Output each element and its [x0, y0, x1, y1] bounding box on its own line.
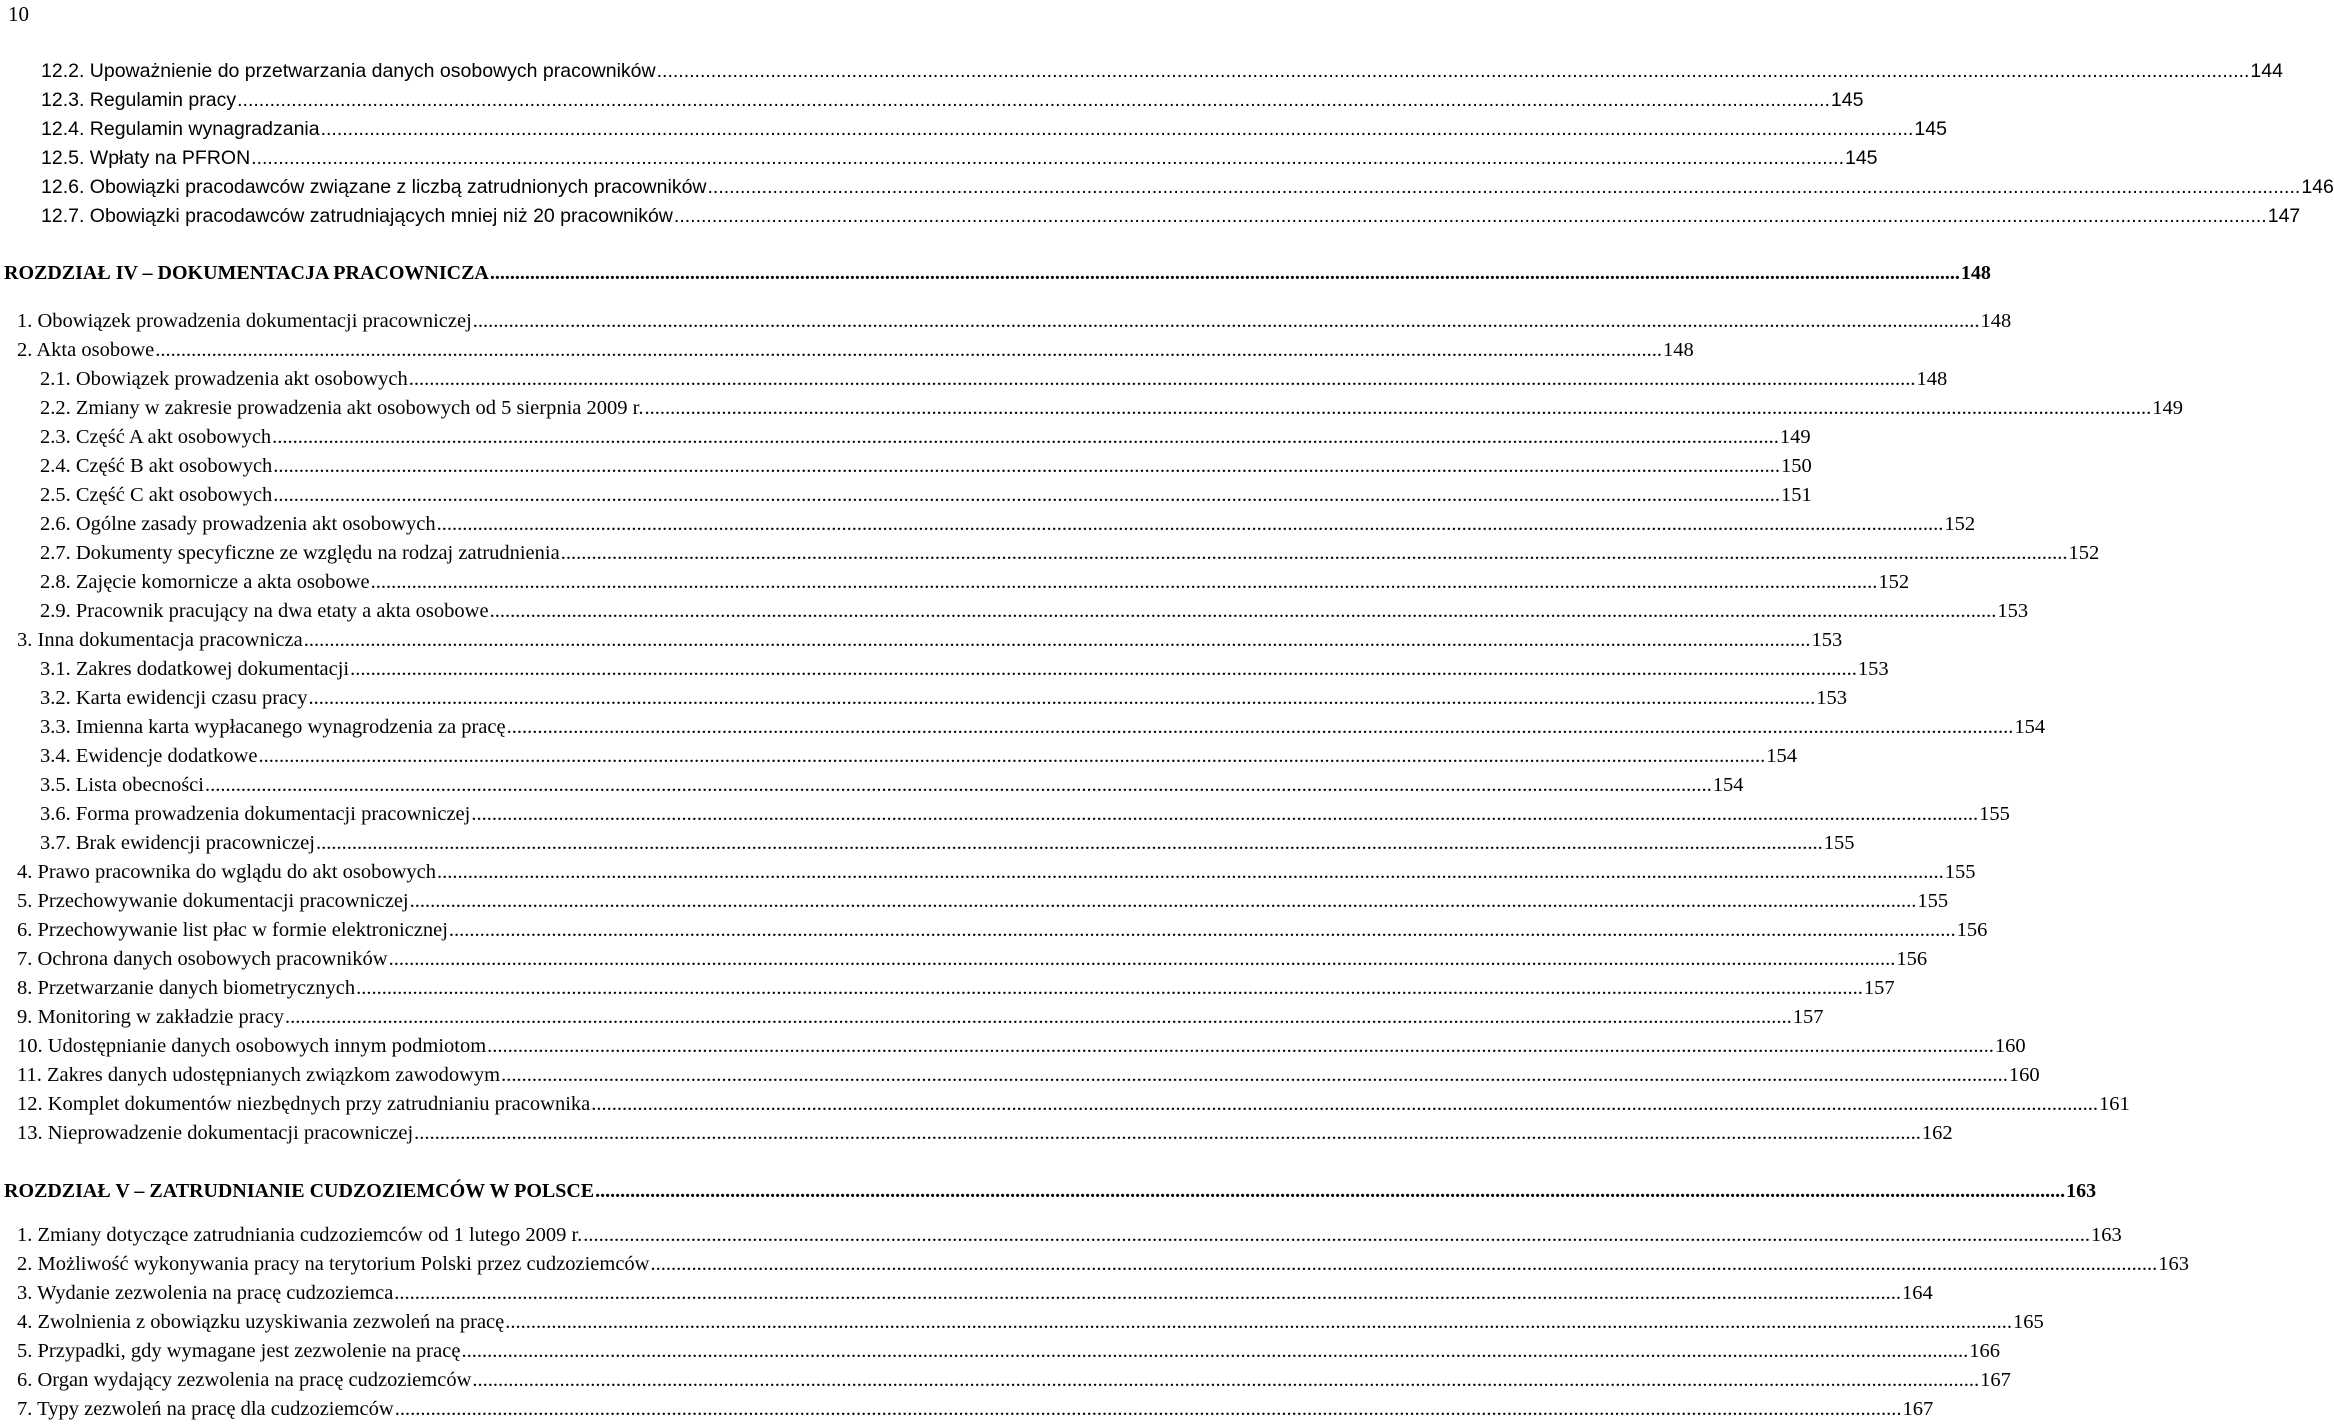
dot-leader [473, 308, 1980, 334]
toc-entry-page-number: 166 [1969, 1340, 2000, 1362]
dot-leader [272, 424, 1779, 450]
toc-entry-page-number: 149 [1779, 426, 1811, 448]
toc-entry-page-number: 160 [1994, 1035, 2026, 1057]
toc-entry-title: 3.2. Karta ewidencji czasu pracy [40, 687, 308, 709]
toc-entry[interactable] [0, 308, 2012, 334]
toc-entry-title: 3.7. Brak ewidencji pracowniczej [40, 832, 315, 854]
toc-entry[interactable] [0, 395, 2183, 421]
toc-entry-title: 3.6. Forma prowadzenia dokumentacji pracowniczej [40, 803, 471, 825]
toc-entry-page-number: 148 [1662, 339, 1694, 361]
toc-entry-title: ROZDZIAŁ V – ZATRUDNIANIE CUDZOZIEMCÓW W POLSCE [4, 1180, 595, 1202]
toc-entry[interactable] [0, 888, 1949, 914]
toc-entry[interactable] [0, 1033, 2026, 1059]
toc-entry-title: 12.6. Obowiązki pracodawców związane z liczbą zatrudnionych pracowników [41, 176, 707, 198]
dot-leader [490, 260, 1960, 286]
toc-entry-page-number: 155 [1823, 832, 1855, 854]
toc-entry-page-number: 163 [2158, 1253, 2189, 1275]
toc-entry[interactable] [0, 627, 1843, 653]
toc-entry-page-number: 154 [1712, 774, 1744, 796]
toc-entry-title: 6. Organ wydający zezwolenia na pracę cudzoziemców [17, 1369, 472, 1391]
toc-entry-title: 3. Inna dokumentacja pracownicza [17, 629, 303, 651]
toc-entry[interactable] [0, 145, 1878, 171]
dot-leader [309, 685, 1816, 711]
toc-entry-page-number: 146 [2301, 176, 2334, 198]
toc-entry-page-number: 153 [1816, 687, 1848, 709]
toc-entry[interactable] [0, 714, 2046, 740]
toc-entry-page-number: 161 [2099, 1093, 2130, 1115]
toc-entry[interactable] [0, 1062, 2040, 1088]
toc-chapter-heading[interactable] [0, 260, 1991, 286]
toc-entry-page-number: 144 [2250, 60, 2283, 82]
dot-leader [395, 1396, 1902, 1422]
dot-leader [708, 174, 2301, 200]
toc-entry-title: 12.5. Wpłaty na PFRON [41, 147, 251, 169]
toc-entry-title: 11. Zakres danych udostępnianych związkom zawodowym [17, 1064, 501, 1086]
dot-leader [449, 917, 1956, 943]
toc-entry-page-number: 163 [2066, 1180, 2097, 1202]
toc-entry-page-number: 155 [1979, 803, 2010, 825]
toc-entry-title: 2.6. Ogólne zasady prowadzenia akt osobowych [40, 513, 436, 535]
toc-entry[interactable] [0, 540, 2100, 566]
toc-entry-page-number: 153 [1857, 658, 1889, 680]
dot-leader [650, 1251, 2157, 1277]
dot-leader [205, 772, 1712, 798]
toc-entry[interactable] [0, 511, 1976, 537]
dot-leader [389, 946, 1896, 972]
dot-leader [350, 656, 1857, 682]
toc-entry[interactable] [0, 482, 1812, 508]
toc-entry-title: 2.4. Część B akt osobowych [40, 455, 273, 477]
toc-entry[interactable] [0, 656, 1889, 682]
dot-leader [273, 482, 1780, 508]
toc-entry[interactable] [0, 1309, 2044, 1335]
toc-entry-title: 12.3. Regulamin pracy [41, 89, 237, 111]
dot-leader [657, 58, 2250, 84]
toc-entry-title: 3.1. Zakres dodatkowej dokumentacji [40, 658, 350, 680]
toc-entry[interactable] [0, 366, 1948, 392]
toc-entry-title: 2. Możliwość wykonywania pracy na terytorium Polski przez cudzoziemców [17, 1253, 650, 1275]
toc-entry-page-number: 153 [1997, 600, 2029, 622]
toc-entry-page-number: 149 [2152, 397, 2183, 419]
dot-leader [461, 1338, 1968, 1364]
toc-entry-page-number: 148 [1960, 262, 1991, 284]
dot-leader [414, 1120, 1921, 1146]
toc-entry-title: 12.7. Obowiązki pracodawców zatrudniających mniej niż 20 pracowników [41, 205, 673, 227]
toc-entry-page-number: 167 [1980, 1369, 2011, 1391]
toc-entry-page-number: 148 [1916, 368, 1948, 390]
toc-entry[interactable] [0, 569, 1910, 595]
toc-entry-page-number: 152 [2068, 542, 2100, 564]
toc-entry[interactable] [0, 453, 1812, 479]
toc-entry-title: 1. Zmiany dotyczące zatrudniania cudzoziemców od 1 lutego 2009 r. [17, 1224, 583, 1246]
dot-leader [674, 203, 2267, 229]
toc-entry-title: 12.2. Upoważnienie do przetwarzania danych osobowych pracowników [41, 60, 656, 82]
dot-leader [237, 87, 1830, 113]
dot-leader [471, 801, 1978, 827]
toc-entry-title: 12. Komplet dokumentów niezbędnych przy zatrudnianiu pracownika [17, 1093, 591, 1115]
dot-leader [591, 1091, 2098, 1117]
toc-entry-page-number: 152 [1944, 513, 1976, 535]
toc-entry[interactable] [0, 1367, 2011, 1393]
toc-entry[interactable] [0, 1338, 2000, 1364]
page-number: 10 [8, 2, 29, 26]
toc-entry-page-number: 157 [1792, 1006, 1824, 1028]
toc-entry-title: 10. Udostępnianie danych osobowych innym podmiotom [17, 1035, 487, 1057]
toc-entry-page-number: 157 [1863, 977, 1895, 999]
toc-entry[interactable] [0, 1091, 2130, 1117]
toc-entry-page-number: 155 [1917, 890, 1949, 912]
toc-entry[interactable] [0, 87, 1864, 113]
toc-entry-title: 2.1. Obowiązek prowadzenia akt osobowych [40, 368, 408, 390]
toc-entry-page-number: 147 [2267, 205, 2301, 227]
toc-entry-title: 4. Prawo pracownika do wglądu do akt osobowych [17, 861, 437, 883]
toc-entry-page-number: 165 [2013, 1311, 2044, 1333]
toc-entry-page-number: 160 [2008, 1064, 2040, 1086]
toc-entry-page-number: 156 [1956, 919, 1988, 941]
dot-leader [155, 337, 1662, 363]
toc-entry-page-number: 145 [1914, 118, 1947, 140]
toc-entry-title: 3. Wydanie zezwolenia na pracę cudzoziemca [17, 1282, 394, 1304]
toc-entry[interactable] [0, 859, 1976, 885]
dot-leader [437, 511, 1944, 537]
toc-entry-title: 6. Przechowywanie list płac w formie elektronicznej [17, 919, 448, 941]
dot-leader [321, 116, 1914, 142]
toc-chapter-heading[interactable] [0, 1178, 2097, 1204]
toc-entry[interactable] [0, 1004, 1824, 1030]
dot-leader [371, 569, 1878, 595]
dot-leader [285, 1004, 1792, 1030]
dot-leader [561, 540, 2068, 566]
dot-leader [644, 395, 2151, 421]
toc-entry-title: 5. Przypadki, gdy wymagane jest zezwolenie na pracę [17, 1340, 461, 1362]
toc-entry[interactable] [0, 598, 2029, 624]
toc-entry[interactable] [0, 58, 2283, 84]
dot-leader [410, 888, 1917, 914]
toc-entry-title: 2. Akta osobowe [17, 339, 155, 361]
toc-entry[interactable] [0, 1251, 2189, 1277]
dot-leader [507, 714, 2014, 740]
toc-entry-title: 8. Przetwarzanie danych biometrycznych [17, 977, 356, 999]
toc-entry-title: 2.2. Zmiany w zakresie prowadzenia akt osobowych od 5 sierpnia 2009 r. [40, 397, 644, 419]
toc-entry-title: 9. Monitoring w zakładzie pracy [17, 1006, 284, 1028]
toc-entry-title: 2.8. Zajęcie komornicze a akta osobowe [40, 571, 370, 593]
toc-entry-page-number: 154 [2014, 716, 2046, 738]
toc-entry[interactable] [0, 174, 2334, 200]
toc-entry-page-number: 152 [1878, 571, 1910, 593]
toc-entry[interactable] [0, 801, 2010, 827]
toc-entry-title: 4. Zwolnienia z obowiązku uzyskiwania zezwoleń na pracę [17, 1311, 505, 1333]
toc-entry-title: 3.4. Ewidencje dodatkowe [40, 745, 258, 767]
dot-leader [437, 859, 1944, 885]
dot-leader [316, 830, 1823, 856]
toc-entry-title: 5. Przechowywanie dokumentacji pracowniczej [17, 890, 409, 912]
toc-entry-title: 1. Obowiązek prowadzenia dokumentacji pracowniczej [17, 310, 472, 332]
dot-leader [356, 975, 1863, 1001]
toc-entry-page-number: 145 [1844, 147, 1878, 169]
dot-leader [394, 1280, 1901, 1306]
toc-entry[interactable] [0, 917, 1988, 943]
dot-leader [595, 1178, 2065, 1204]
toc-entry[interactable] [0, 337, 1694, 363]
toc-entry[interactable] [0, 743, 1797, 769]
toc-entry-page-number: 148 [1980, 310, 2012, 332]
toc-entry-title: 3.3. Imienna karta wypłacanego wynagrodzenia za pracę [40, 716, 506, 738]
dot-leader [409, 366, 1916, 392]
toc-entry[interactable] [0, 946, 1928, 972]
toc-entry-page-number: 164 [1902, 1282, 1933, 1304]
toc-entry-page-number: 156 [1896, 948, 1928, 970]
toc-entry[interactable] [0, 685, 1848, 711]
dot-leader [251, 145, 1844, 171]
toc-entry-title: 13. Nieprowadzenie dokumentacji pracowniczej [17, 1122, 414, 1144]
toc-entry[interactable] [0, 116, 1947, 142]
dot-leader [304, 627, 1811, 653]
toc-entry[interactable] [0, 1222, 2122, 1248]
toc-entry-page-number: 162 [1921, 1122, 1953, 1144]
toc-entry[interactable] [0, 203, 2301, 229]
toc-entry-title: ROZDZIAŁ IV – DOKUMENTACJA PRACOWNICZA [4, 262, 489, 284]
toc-entry-title: 2.5. Część C akt osobowych [40, 484, 273, 506]
toc-entry-title: 7. Typy zezwoleń na pracę dla cudzoziemców [17, 1398, 394, 1420]
toc-entry[interactable] [0, 830, 1855, 856]
toc-entry-title: 7. Ochrona danych osobowych pracowników [17, 948, 388, 970]
toc-entry[interactable] [0, 1120, 1953, 1146]
dot-leader [583, 1222, 2090, 1248]
toc-entry-page-number: 167 [1902, 1398, 1934, 1420]
toc-entry[interactable] [0, 975, 1895, 1001]
dot-leader [487, 1033, 1994, 1059]
dot-leader [490, 598, 1997, 624]
toc-entry-title: 12.4. Regulamin wynagradzania [41, 118, 320, 140]
toc-entry-page-number: 163 [2091, 1224, 2122, 1246]
toc-entry-page-number: 151 [1781, 484, 1812, 506]
dot-leader [472, 1367, 1979, 1393]
toc-entry[interactable] [0, 1396, 1934, 1422]
toc-entry-title: 3.5. Lista obecności [40, 774, 204, 796]
toc-entry[interactable] [0, 424, 1811, 450]
toc-entry-page-number: 155 [1944, 861, 1976, 883]
toc-entry-page-number: 153 [1811, 629, 1843, 651]
toc-entry-page-number: 150 [1781, 455, 1812, 477]
toc-entry-title: 2.9. Pracownik pracujący na dwa etaty a akta osobowe [40, 600, 489, 622]
toc-entry-title: 2.3. Część A akt osobowych [40, 426, 272, 448]
dot-leader [273, 453, 1780, 479]
toc-entry-title: 2.7. Dokumenty specyficzne ze względu na rodzaj zatrudnienia [40, 542, 560, 564]
dot-leader [501, 1062, 2008, 1088]
dot-leader [505, 1309, 2012, 1335]
toc-entry[interactable] [0, 772, 1744, 798]
toc-entry-page-number: 154 [1766, 745, 1797, 767]
toc-entry-page-number: 145 [1830, 89, 1864, 111]
toc-entry[interactable] [0, 1280, 1933, 1306]
dot-leader [258, 743, 1765, 769]
